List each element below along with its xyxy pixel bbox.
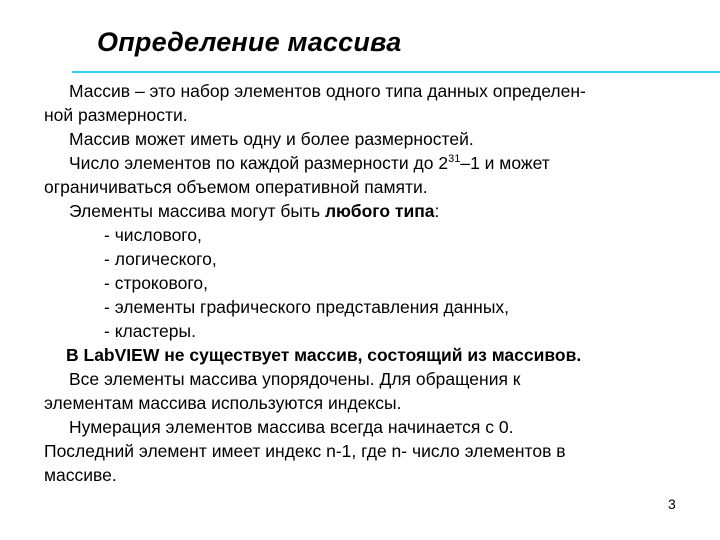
p7-line2: Последний элемент имеет индекс n-1, где n- число элементов в xyxy=(44,441,566,461)
p4-bold: любого типа xyxy=(324,201,435,221)
p3-line1 xyxy=(44,151,684,175)
list-item: - числового, xyxy=(104,225,202,245)
p4-text-b: : xyxy=(434,201,440,221)
slide-body xyxy=(44,79,684,487)
p1-line2: ной размерности. xyxy=(44,105,188,125)
slide-title: Определение массива xyxy=(97,27,402,57)
p3-text-a: Число элементов по каждой размерности до 2 xyxy=(69,153,449,173)
p1-line1: Массив – это набор элементов одного типа данных определен- xyxy=(69,81,586,101)
p7-line1: Нумерация элементов массива всегда начинается с 0. xyxy=(69,417,514,437)
p5 xyxy=(44,343,684,367)
p4-text-a: Элементы массива могут быть xyxy=(69,201,325,221)
p7-line3: массиве. xyxy=(44,465,117,485)
p2: Массив может иметь одну и более размерностей. xyxy=(69,129,474,149)
title-underline xyxy=(72,71,720,73)
list-item: - логического, xyxy=(104,249,217,269)
p6-line2: элементам массива используются индексы. xyxy=(44,393,402,413)
list-item: - элементы графического представления данных, xyxy=(104,297,510,317)
p6-line1: Все элементы массива упорядочены. Для обращения к xyxy=(69,369,521,389)
p4 xyxy=(44,199,684,223)
list-item: - кластеры. xyxy=(104,321,196,341)
p3-text-b: –1 и может xyxy=(460,153,550,173)
p5-bold: В LabVIEW не существует массив, состоящий из массивов. xyxy=(66,345,582,365)
list-item: - строкового, xyxy=(104,273,208,293)
p3-exponent: 31 xyxy=(448,153,461,165)
p3-line2: ограничиваться объемом оперативной памяти. xyxy=(44,177,428,197)
page-number: 3 xyxy=(668,496,676,512)
